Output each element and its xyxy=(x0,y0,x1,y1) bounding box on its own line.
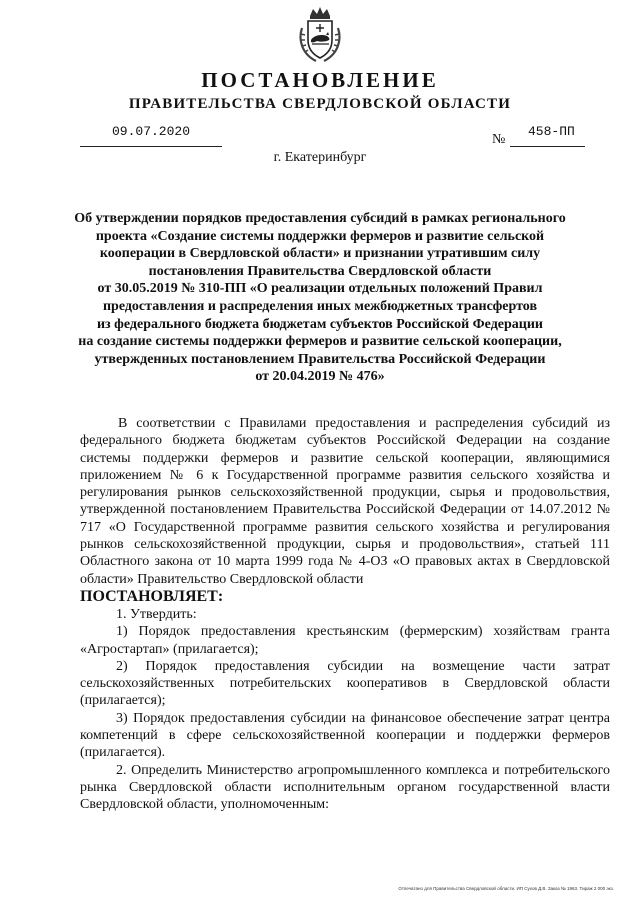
title-line: проекта «Создание системы поддержки фермеров и развитие сельской xyxy=(95,228,545,244)
document-title xyxy=(70,210,570,386)
number-underline xyxy=(510,146,585,147)
clause-2: 2. Определить Министерство агропромышленного комплекса и потребительского рынка Свердловской области исполнительным органом государственной власти Свердловской области, уполномоченным: xyxy=(80,762,610,813)
preamble-paragraph: В соответствии с Правилами предоставления и распределения субсидий из федерального бюджета бюджетам субъектов Российской Федерации на создание системы поддержки фермеров и развитие сельской кооперации, являющимися приложением № 6 к Государственной программе развития сельского хозяйства и регулирования рынков сельскохозяйственной продукции, сырья и продовольствия, утвержденной постановлением Правительства Российской Федерации от 14.07.2012 № 717 «О Государственной программе развития сельского хозяйства и регулирования рынков сельскохозяйственной продукции, сырья и продовольствия», статьей 111 Областного закона от 10 марта 1999 года № 4-ОЗ «О правовых актах в Свердловской области» Правительство Свердловской области xyxy=(80,416,610,587)
clause-1-2: 2) Порядок предоставления субсидии на возмещение части затрат сельскохозяйственных потребительских кооперативов в Свердловской области (прилагается); xyxy=(80,658,610,709)
title-line: от 30.05.2019 № 310-ПП «О реализации отдельных положений Правил xyxy=(97,281,543,297)
clause-1: 1. Утвердить: xyxy=(116,606,197,622)
title-line: кооперации в Свердловской области» и признании утратившим силу xyxy=(99,246,541,262)
document-date: 09.07.2020 xyxy=(112,124,191,139)
title-line: Об утверждении порядков предоставления субсидий в рамках регионального xyxy=(74,211,566,226)
document-issuer-heading: ПРАВИТЕЛЬСТВА СВЕРДЛОВСКОЙ ОБЛАСТИ xyxy=(128,96,512,112)
number-sign: № xyxy=(492,132,506,147)
document-number: 458-ПП xyxy=(528,124,575,139)
document-body xyxy=(80,415,610,814)
coat-of-arms-icon xyxy=(296,6,344,64)
title-line: на создание системы поддержки фермеров и развитие сельской кооперации, xyxy=(78,334,562,350)
document-type-heading: ПОСТАНОВЛЕНИЕ xyxy=(201,68,439,92)
title-line: предоставления и распределения иных межбюджетных трансфертов xyxy=(102,298,538,314)
document-city: г. Екатеринбург xyxy=(273,150,367,165)
date-underline xyxy=(80,146,222,147)
clause-1-1: 1) Порядок предоставления крестьянским (фермерским) хозяйствам гранта «Агростартап» (прилагается); xyxy=(80,624,610,657)
clause-1-3: 3) Порядок предоставления субсидии на финансовое обеспечение затрат центра компетенций в сфере сельскохозяйственной кооперации и поддержки фермеров (прилагается). xyxy=(80,710,610,761)
title-line: из федерального бюджета бюджетам субъектов Российской Федерации xyxy=(96,316,543,332)
decree-keyword: ПОСТАНОВЛЯЕТ: xyxy=(80,587,224,605)
title-line: утвержденных постановлением Правительства Российской Федерации xyxy=(94,351,546,367)
title-line: от 20.04.2019 № 476» xyxy=(255,369,385,385)
title-line: постановления Правительства Свердловской области xyxy=(148,263,492,279)
print-imprint: Отпечатано для Правительства Свердловской области. ИП Сухов Д.В. Заказ № 1963. Тираж 2 000 экз. xyxy=(398,886,614,891)
